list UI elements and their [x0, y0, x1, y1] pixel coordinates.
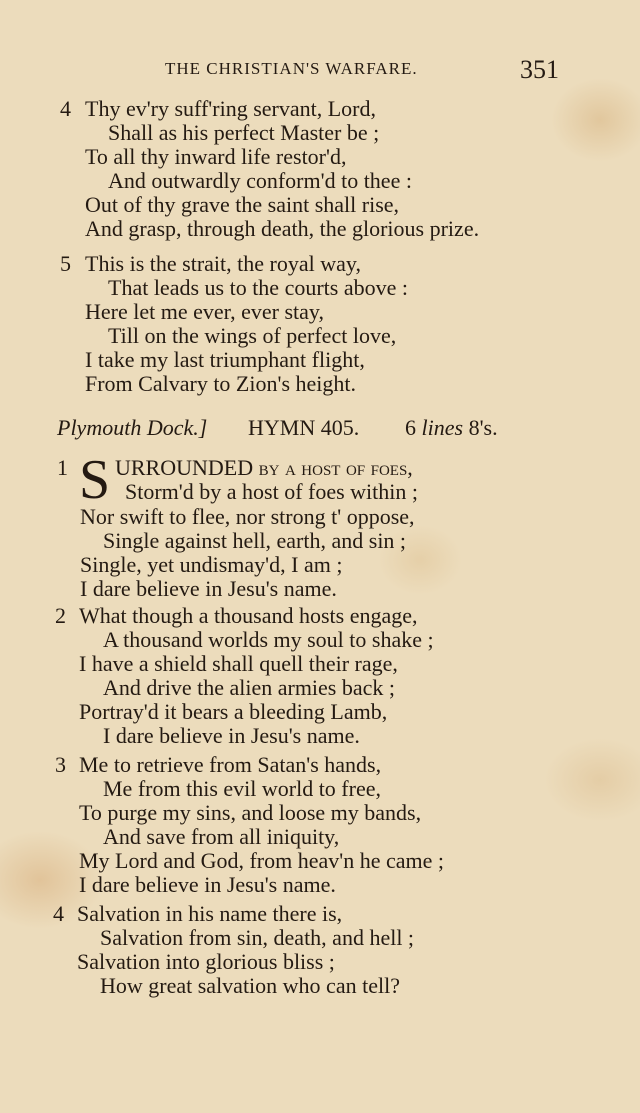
page-header: [0, 55, 640, 85]
verse-line: To all thy inward life restor'd,: [85, 144, 347, 169]
verse-line: URROUNDED by a host of foes,: [115, 455, 413, 480]
verse-line: Me from this evil world to free,: [103, 776, 381, 801]
verse-line: To purge my sins, and loose my bands,: [79, 800, 422, 825]
hymn-title: HYMN 405.: [248, 415, 360, 440]
verse-line: Out of thy grave the saint shall rise,: [85, 192, 400, 217]
tune-name: Plymouth Dock.]: [57, 415, 208, 440]
verse-line: Single against hell, earth, and sin ;: [103, 528, 407, 553]
meter-word: lines: [421, 415, 464, 440]
stanza-number: 3: [55, 752, 66, 777]
stanza-number: 4: [60, 96, 71, 121]
verse-line: Portray'd it bears a bleeding Lamb,: [79, 699, 388, 724]
verse-line: And drive the alien armies back ;: [103, 675, 396, 700]
verse-line: What though a thousand hosts engage,: [79, 603, 418, 628]
verse-line: I take my last triumphant flight,: [85, 347, 365, 372]
verse-line: Me to retrieve from Satan's hands,: [79, 752, 382, 777]
verse-line: Salvation in his name there is,: [77, 901, 343, 926]
hymn-meter: [405, 413, 498, 443]
verse-line: My Lord and God, from heav'n he came ;: [79, 848, 445, 873]
verse-line: A thousand worlds my soul to shake ;: [103, 627, 434, 652]
drop-cap: S: [79, 449, 111, 511]
meter-suffix: 8's.: [468, 415, 498, 440]
verse-line: Salvation from sin, death, and hell ;: [100, 925, 415, 950]
verse-line: Nor swift to flee, nor strong t' oppose,: [80, 504, 415, 529]
verse-line: Shall as his perfect Master be ;: [108, 120, 380, 145]
verse-line: I have a shield shall quell their rage,: [79, 651, 398, 676]
verse-line: How great salvation who can tell?: [100, 973, 400, 998]
meter-number: 6: [405, 415, 416, 440]
stanza-number: 2: [55, 603, 66, 628]
page-number: 351: [520, 55, 559, 84]
verse-line: Here let me ever, ever stay,: [85, 299, 324, 324]
verse-line: I dare believe in Jesu's name.: [79, 872, 336, 897]
verse-line: And outwardly conform'd to thee :: [108, 168, 412, 193]
verse-line: From Calvary to Zion's height.: [85, 371, 356, 396]
running-title: THE CHRISTIAN'S WARFARE.: [165, 59, 418, 78]
verse-line: And save from all iniquity,: [103, 824, 340, 849]
verse-line: Thy ev'ry suff'ring servant, Lord,: [85, 96, 377, 121]
verse-line: This is the strait, the royal way,: [85, 251, 361, 276]
stanza-number: 1: [57, 455, 68, 480]
stanza-number: 4: [53, 901, 64, 926]
verse-line: Storm'd by a host of foes within ;: [125, 479, 419, 504]
verse-line: Salvation into glorious bliss ;: [77, 949, 335, 974]
verse-line: Single, yet undismay'd, I am ;: [80, 552, 343, 577]
verse-line: I dare believe in Jesu's name.: [103, 723, 360, 748]
verse-line: That leads us to the courts above :: [108, 275, 408, 300]
verse-line: I dare believe in Jesu's name.: [80, 576, 337, 601]
verse-line: Till on the wings of perfect love,: [108, 323, 397, 348]
verse-line: And grasp, through death, the glorious prize.: [85, 216, 480, 241]
stanza-number: 5: [60, 251, 71, 276]
hymn-heading: [0, 413, 640, 443]
